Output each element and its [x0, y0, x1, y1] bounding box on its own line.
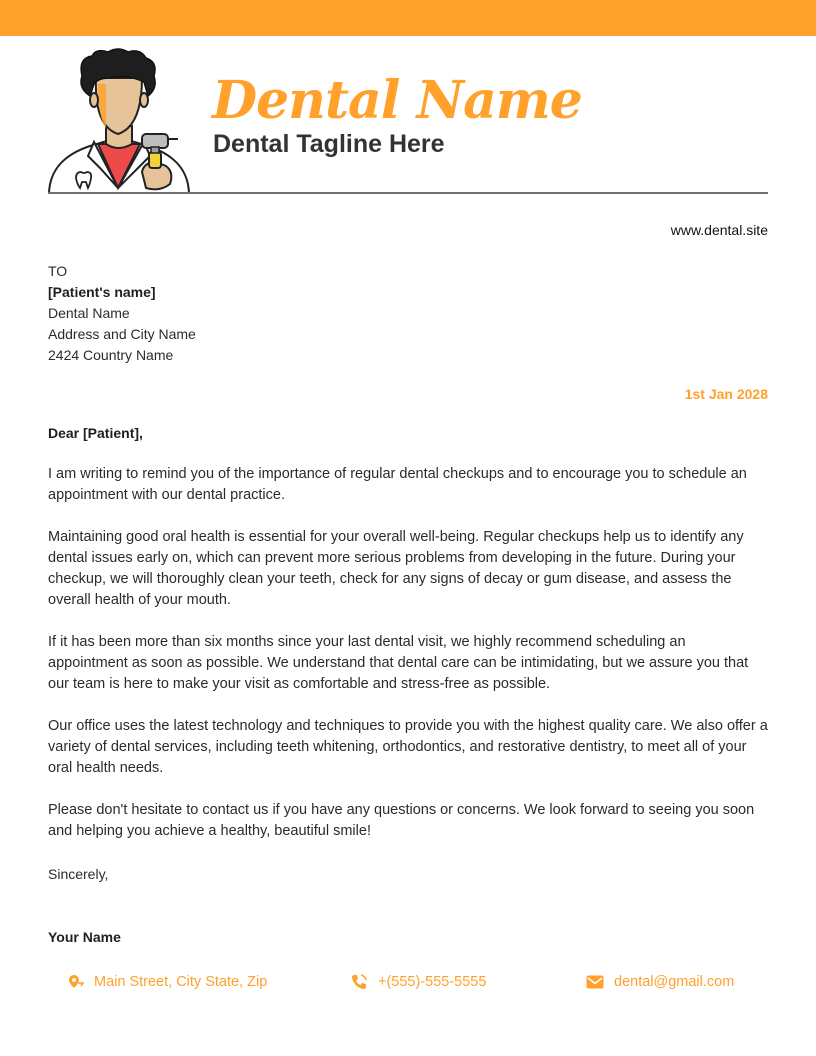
footer-address — [68, 972, 267, 992]
envelope-icon — [586, 975, 604, 989]
website-link[interactable]: www.dental.site — [670, 222, 768, 238]
dentist-illustration — [48, 48, 190, 194]
brand-name: Dental Name — [212, 70, 582, 131]
phone-icon — [350, 973, 368, 991]
body-paragraph: I am writing to remind you of the importance of regular dental checkups and to encourage you to schedule an appointment with our dental practice. — [48, 466, 747, 503]
footer-email-text[interactable]: dental@gmail.com — [614, 974, 735, 990]
recipient-line-2: Address and City Name — [48, 326, 196, 342]
letter-closing: Sincerely, — [48, 866, 109, 882]
signature-name: Your Name — [48, 929, 121, 945]
body-paragraph: Maintaining good oral health is essential for your overall well-being. Regular checkups help us to identify any dental issues early on, which can prevent more serious problems from developing in the future. During your checkup, we will thoroughly clean your teeth, check for any signs of decay or gum disease, and assess the overall health of your mouth. — [48, 529, 744, 608]
letter-greeting: Dear [Patient], — [48, 425, 143, 441]
brand-tagline: Dental Tagline Here — [213, 130, 445, 158]
body-paragraph: Our office uses the latest technology and techniques to provide you with the highest quality care. We also offer a variety of dental services, including teeth whitening, orthodontics, and restorative dentistry, to meet all of your oral health needs. — [48, 718, 768, 776]
header-divider — [48, 192, 768, 194]
to-label: TO — [48, 263, 68, 279]
recipient-block — [48, 261, 196, 366]
body-paragraph: Please don't hesitate to contact us if you have any questions or concerns. We look forward to seeing you soon and helping you achieve a healthy, beautiful smile! — [48, 802, 755, 839]
recipient-line-1: Dental Name — [48, 305, 130, 321]
footer-phone-text[interactable]: +(555)-555-5555 — [378, 974, 487, 990]
footer-email[interactable] — [586, 972, 734, 992]
location-pin-icon — [68, 974, 84, 990]
recipient-line-3: 2424 Country Name — [48, 347, 174, 363]
letter-body — [48, 464, 768, 863]
patient-name: [Patient's name] — [48, 284, 156, 300]
footer-phone[interactable] — [350, 972, 486, 992]
footer-address-text: Main Street, City State, Zip — [94, 974, 268, 990]
body-paragraph: If it has been more than six months since your last dental visit, we highly recommend scheduling an appointment as soon as possible. We understand that dental care can be intimidating, but we assure you that our team is here to make your visit as comfortable and stress-free as possible. — [48, 634, 749, 692]
top-accent-bar — [0, 0, 816, 36]
letter-date: 1st Jan 2028 — [684, 386, 768, 402]
